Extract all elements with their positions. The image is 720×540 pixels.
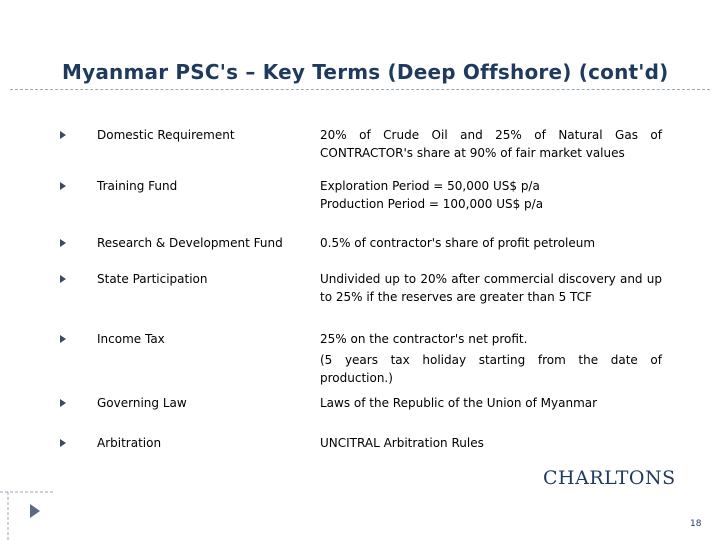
term-label: State Participation (97, 272, 208, 286)
term-value (320, 177, 662, 213)
corner-decoration-icon (0, 486, 55, 540)
triangle-bullet-icon (60, 131, 66, 139)
title-divider (10, 89, 710, 90)
term-label: Domestic Requirement (97, 128, 235, 142)
term-label: Research & Development Fund (97, 236, 283, 250)
page-number: 18 (690, 519, 702, 529)
slide-title: Myanmar PSC's – Key Terms (Deep Offshore) (cont'd) (62, 60, 669, 84)
term-value (320, 126, 662, 162)
term-value-line: UNCITRAL Arbitration Rules (320, 436, 484, 450)
term-label: Arbitration (97, 436, 162, 450)
triangle-bullet-icon (60, 399, 66, 407)
term-value (320, 434, 662, 452)
term-value (320, 234, 662, 252)
term-value-line: (5 years tax holiday starting from the date of production.) (320, 353, 662, 385)
term-value-line: Laws of the Republic of the Union of Myanmar (320, 396, 598, 410)
triangle-bullet-icon (60, 439, 66, 447)
term-label: Income Tax (97, 332, 165, 346)
term-value (320, 394, 662, 412)
triangle-bullet-icon (60, 335, 66, 343)
charltons-logo: CHARLTONS (543, 467, 676, 489)
triangle-bullet-icon (60, 182, 66, 190)
term-value-line: 25% on the contractor's net profit. (320, 332, 528, 346)
term-value-line: Exploration Period = 50,000 US$ p/a (320, 179, 540, 193)
term-label: Training Fund (97, 179, 178, 193)
term-value-line: 20% of Crude Oil and 25% of Natural Gas of CONTRACTOR's share at 90% of fair market values (320, 128, 662, 160)
term-label: Governing Law (97, 396, 187, 410)
term-value (320, 330, 662, 387)
triangle-bullet-icon (60, 239, 66, 247)
term-value (320, 270, 662, 306)
term-value-line: 0.5% of contractor's share of profit petroleum (320, 236, 596, 250)
triangle-bullet-icon (60, 275, 66, 283)
term-value-line: Production Period = 100,000 US$ p/a (320, 197, 544, 211)
term-value-line: Undivided up to 20% after commercial discovery and up to 25% if the reserves are greater than 5 TCF (320, 272, 662, 304)
